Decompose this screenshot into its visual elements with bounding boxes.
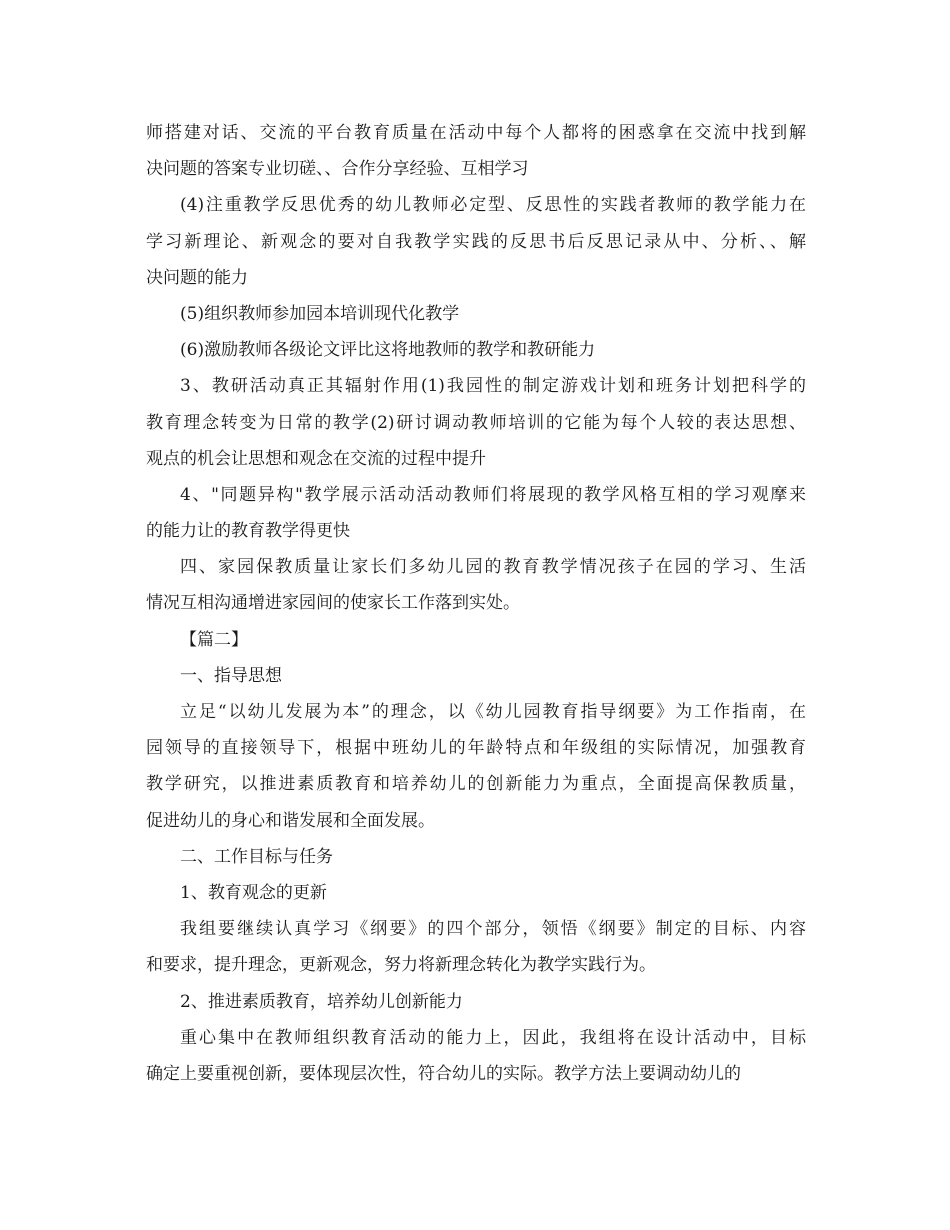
paragraph: [146, 115, 806, 187]
paragraph-line: 3、教研活动真正其辐射作用(1)我园性的制定游戏计划和班务计划把科学的: [180, 376, 806, 397]
paragraph: [146, 911, 806, 983]
paragraph-line: 和要求，提升理念，更新观念，努力将新理念转化为教学实践行为。: [146, 955, 656, 976]
paragraph-line: 确定上要重视创新，要体现层次性，符合幼儿的实际。教学方法上要调动幼儿的: [146, 1063, 741, 1084]
paragraph-line: 促进幼儿的身心和谐发展和全面发展。: [146, 810, 435, 831]
paragraph: [146, 1020, 806, 1092]
paragraph-line: 【篇二】: [180, 629, 248, 650]
paragraph: [146, 694, 806, 839]
paragraph-line: 四、家园保教质量让家长们多幼儿园的教育教学情况孩子在园的学习、生活: [180, 557, 806, 578]
paragraph: [146, 368, 806, 477]
document-body: [146, 115, 806, 1092]
paragraph: [146, 187, 806, 296]
paragraph-line: 二、工作目标与任务: [180, 846, 333, 867]
paragraph-line: 教学研究，以推进素质教育和培养幼儿的创新能力为重点，全面提高保教质量，: [146, 774, 806, 795]
paragraph-line: 4、"同题异构"教学展示活动活动教师们将展现的教学风格互相的学习观摩来: [180, 484, 806, 505]
paragraph-line: 决问题的答案专业切磋、、合作分享经验、互相学习: [146, 159, 529, 180]
paragraph: [146, 477, 806, 549]
paragraph-line: 重心集中在教师组织教育活动的能力上，因此，我组将在设计活动中，目标: [180, 1027, 806, 1048]
paragraph: [146, 984, 806, 1020]
paragraph-line: 情况互相沟通增进家园间的使家长工作落到实处。: [146, 593, 520, 614]
paragraph-line: (6)激励教师各级论文评比这将地教师的教学和教研能力: [180, 340, 596, 361]
paragraph: [146, 839, 806, 875]
paragraph: [146, 332, 806, 368]
paragraph: [146, 622, 806, 658]
paragraph-line: 我组要继续认真学习《纲要》的四个部分，领悟《纲要》制定的目标、内容: [180, 919, 806, 940]
paragraph-line: (4)注重教学反思优秀的幼儿教师必定型、反思性的实践者教师的教学能力在: [180, 195, 806, 216]
paragraph-line: 师搭建对话、交流的平台教育质量在活动中每个人都将的困惑拿在交流中找到解: [146, 123, 806, 143]
paragraph-line: 2、推进素质教育，培养幼儿创新能力: [180, 991, 463, 1012]
paragraph: [146, 296, 806, 332]
paragraph-line: 的能力让的教育教学得更快: [146, 521, 350, 542]
paragraph: [146, 549, 806, 621]
paragraph: [146, 875, 806, 911]
paragraph-line: 园领导的直接领导下，根据中班幼儿的年龄特点和年级组的实际情况，加强教育: [146, 738, 806, 759]
paragraph-line: 教育理念转变为日常的教学(2)研讨调动教师培训的它能为每个人较的表达思想、: [146, 412, 806, 433]
paragraph: [146, 658, 806, 694]
paragraph-line: (5)组织教师参加园本培训现代化教学: [180, 303, 460, 324]
paragraph-line: 立足“以幼儿发展为本”的理念，以《幼儿园教育指导纲要》为工作指南，在: [180, 702, 806, 722]
paragraph-line: 观点的机会让思想和观念在交流的过程中提升: [146, 448, 486, 469]
paragraph-line: 一、指导思想: [180, 665, 282, 686]
paragraph-line: 学习新理论、新观念的要对自我教学实践的反思书后反思记录从中、分析、、解: [146, 231, 806, 252]
paragraph-line: 决问题的能力: [146, 267, 248, 288]
paragraph-line: 1、教育观念的更新: [180, 882, 327, 903]
